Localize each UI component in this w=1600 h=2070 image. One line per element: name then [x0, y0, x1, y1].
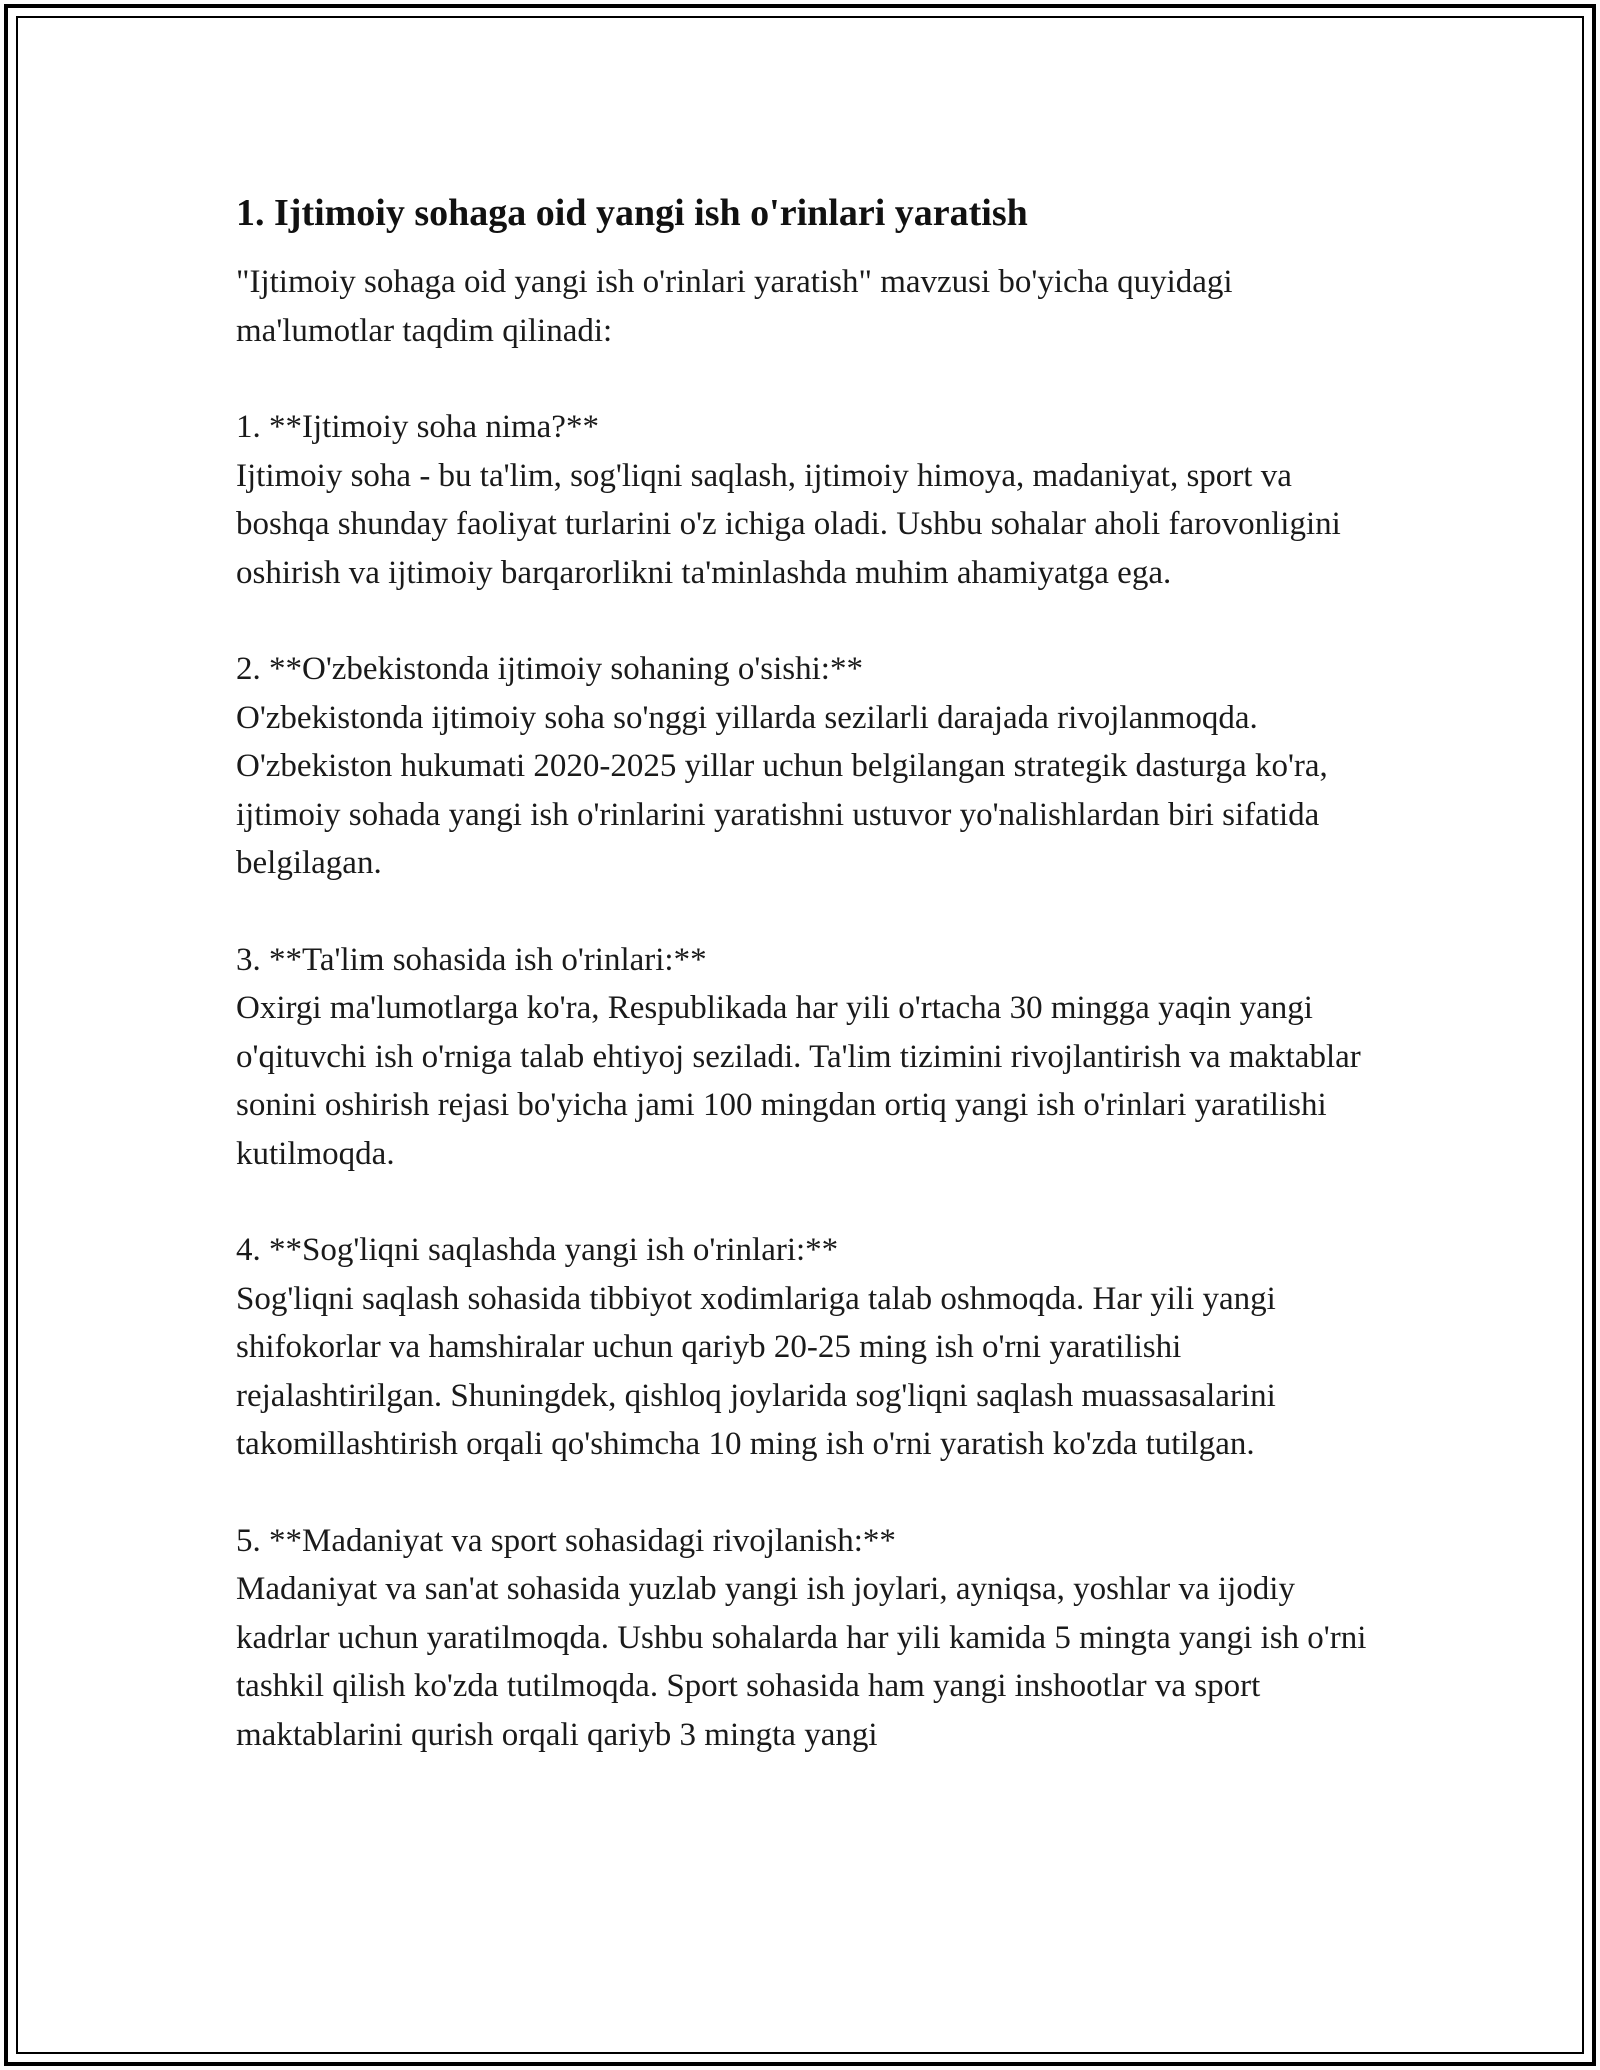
document-content — [236, 186, 1376, 1759]
section-4 — [236, 1226, 1376, 1469]
section-body: Oxirgi ma'lumotlarga ko'ra, Respublikada har yili o'rtacha 30 mingga yaqin yangi o'qituvchi ish o'rniga talab ehtiyoj seziladi. Ta'lim tizimini rivojlantirish va maktablar sonini oshirish rejasi bo'yicha jami 100 mingdan ortiq yangi ish o'rinlari yaratilishi kutilmoqda. — [236, 990, 1361, 1172]
section-heading: 4. **Sog'liqni saqlashda yangi ish o'rinlari:** — [236, 1232, 839, 1268]
section-heading: 3. **Ta'lim sohasida ish o'rinlari:** — [236, 941, 707, 978]
section-body: Madaniyat va san'at sohasida yuzlab yangi ish joylari, ayniqsa, yoshlar va ijodiy kadrlar uchun yaratilmoqda. Ushbu sohalarda har yili kamida 5 mingta yangi ish o'rni tashkil qilish ko'zda tutilmoqda. Sport sohasida ham yangi inshootlar va sport maktablarini qurish orqali qariyb 3 mingta yangi — [236, 1571, 1367, 1753]
section-3 — [236, 936, 1376, 1179]
intro-paragraph: "Ijtimoiy sohaga oid yangi ish o'rinlari yaratish" mavzusi bo'yicha quyidagi ma'lumotlar taqdim qilinadi: — [236, 264, 1233, 349]
document-title: 1. Ijtimoiy sohaga oid yangi ish o'rinlari yaratish — [236, 192, 1028, 234]
section-body: Ijtimoiy soha - bu ta'lim, sog'liqni saqlash, ijtimoiy himoya, madaniyat, sport va boshqa shunday faoliyat turlarini o'z ichiga oladi. Ushbu sohalar aholi farovonligini oshirish va ijtimoiy barqarorlikni ta'minlashda muhim ahamiyatga ega. — [236, 457, 1341, 591]
section-1 — [236, 403, 1376, 597]
section-5 — [236, 1517, 1376, 1760]
section-body: Sog'liqni saqlash sohasida tibbiyot xodimlariga talab oshmoqda. Har yili yangi shifokorlar va hamshiralar uchun qariyb 20-25 ming ish o'rni yaratilishi rejalashtirilgan. Shuningdek, qishloq joylarida sog'liqni saqlash muassasalarini takomillashtirish orqali qo'shimcha 10 ming ish o'rni yaratish ko'zda tutilgan. — [236, 1280, 1276, 1462]
section-heading: 5. **Madaniyat va sport sohasidagi rivojlanish:** — [236, 1522, 896, 1559]
section-body: O'zbekistonda ijtimoiy soha so'nggi yillarda sezilarli darajada rivojlanmoqda. O'zbekiston hukumati 2020-2025 yillar uchun belgilangan strategik dasturga ko'ra, ijtimoiy sohada yangi ish o'rinlarini yaratishni ustuvor yo'nalishlardan biri sifatida belgilagan. — [236, 699, 1328, 881]
section-heading: 1. **Ijtimoiy soha nima?** — [236, 409, 599, 445]
section-heading: 2. **O'zbekistonda ijtimoiy sohaning o'sishi:** — [236, 651, 863, 687]
section-2 — [236, 645, 1376, 888]
